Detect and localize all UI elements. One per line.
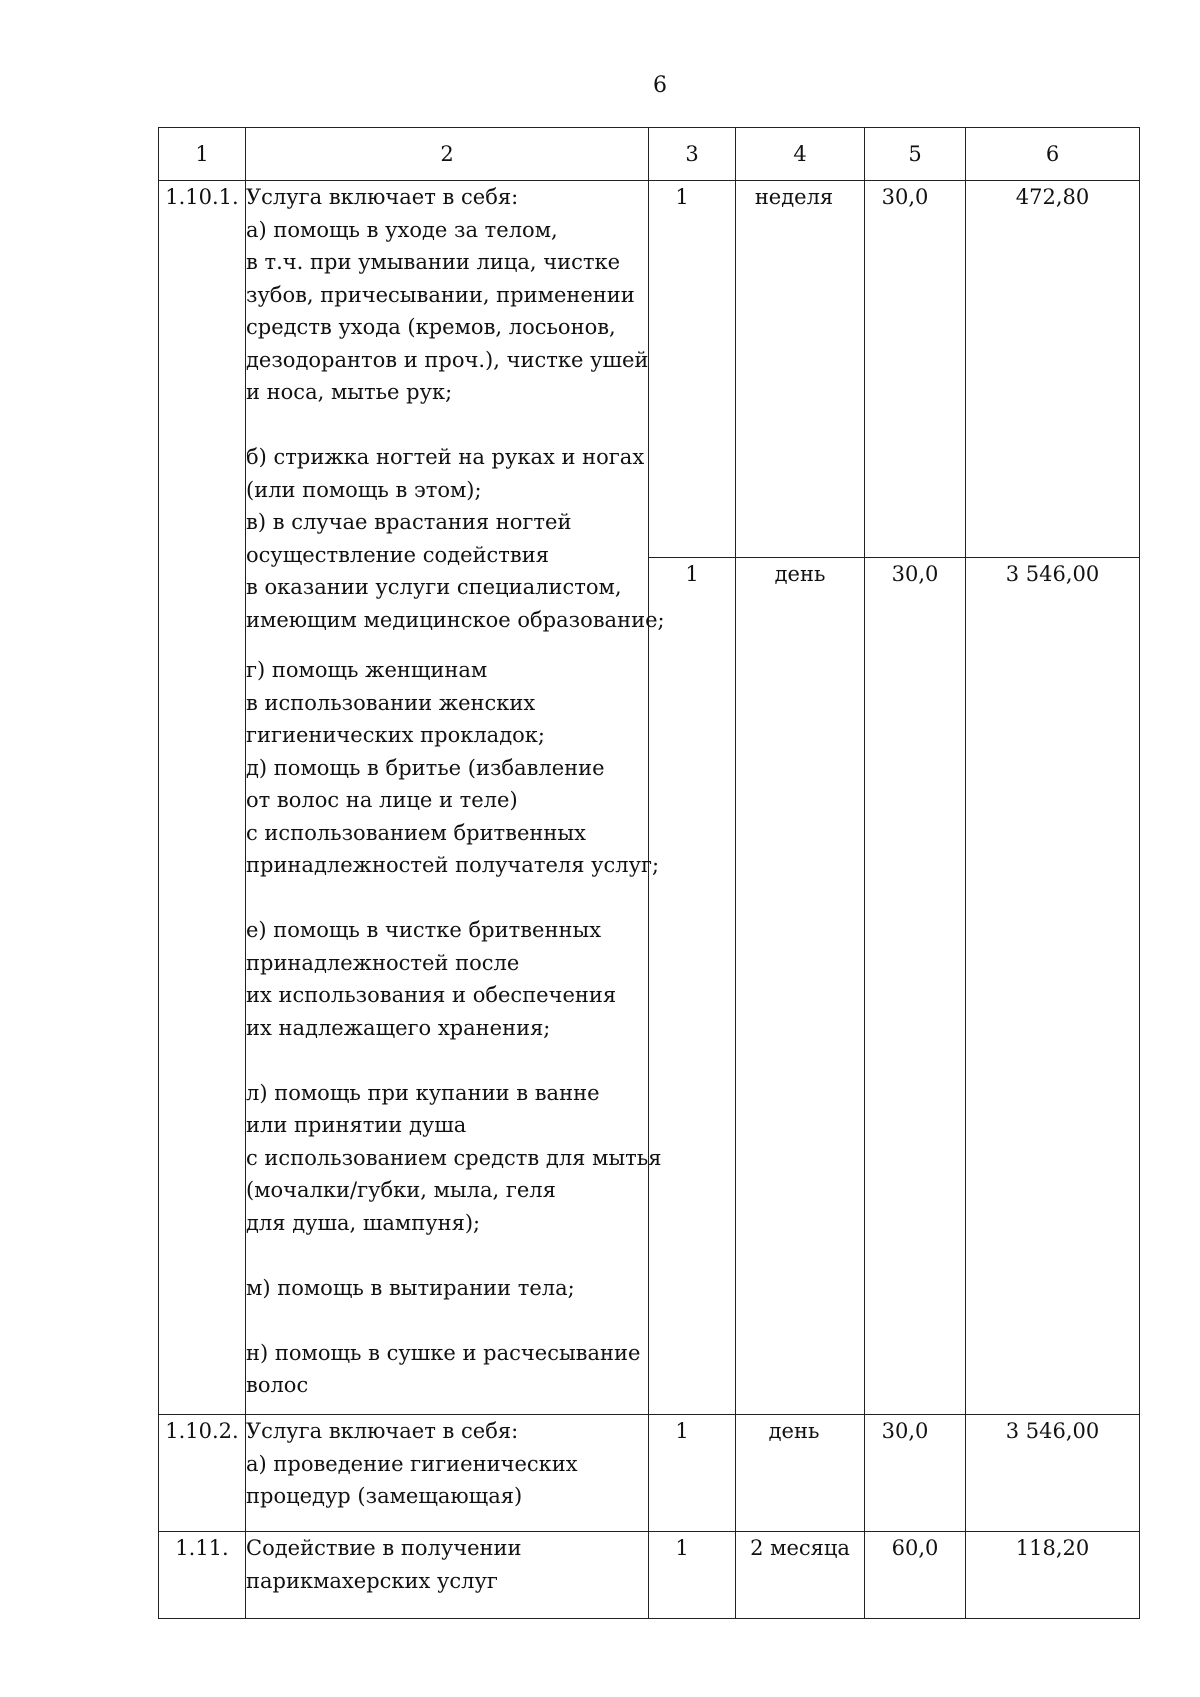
desc-line: принадлежностей после	[246, 950, 520, 975]
desc-line: г) помощь женщинам	[246, 658, 488, 682]
header-col-5: 5	[865, 128, 966, 181]
desc-line: Услуга включает в себя:	[246, 185, 519, 209]
time-value: 30,0	[881, 185, 929, 209]
price-cell	[966, 181, 1140, 558]
desc-line: с использованием средств для мытья	[246, 1145, 662, 1170]
header-row	[159, 128, 1140, 181]
desc-line: волос	[246, 1373, 309, 1397]
header-col-3: 3	[649, 128, 736, 181]
desc-line: процедур (замещающая)	[246, 1484, 523, 1508]
service-description	[246, 1415, 649, 1532]
time-value: 30,0	[891, 562, 939, 586]
desc-line: е) помощь в чистке бритвенных	[246, 918, 602, 942]
time-cell	[865, 558, 966, 1415]
desc-line: л) помощь при купании в ванне	[246, 1080, 600, 1105]
desc-line: м) помощь в вытирании тела;	[246, 1275, 575, 1300]
desc-line: н) помощь в сушке и расчесывание	[246, 1340, 641, 1365]
desc-line: д) помощь в бритье (избавление	[246, 755, 605, 780]
unit-value: день	[768, 1419, 820, 1443]
unit-cell	[736, 181, 865, 558]
tariff-table	[158, 127, 1140, 1619]
desc-line: средств ухода (кремов, лосьонов,	[246, 315, 616, 339]
price-value: 3 546,00	[1005, 1419, 1100, 1443]
desc-line: гигиенических прокладок;	[246, 723, 545, 747]
time-cell	[865, 1415, 966, 1532]
unit-value: неделя	[754, 185, 834, 209]
desc-line: и носа, мытье рук;	[246, 380, 453, 404]
service-description	[246, 181, 665, 1415]
quantity-cell	[649, 181, 736, 558]
unit-value: 2 месяца	[750, 1536, 850, 1560]
desc-line: в использовании женских	[246, 690, 536, 715]
service-description	[246, 1532, 649, 1619]
row-number: 1.10.1.	[159, 181, 246, 1415]
desc-line: или принятии душа	[246, 1113, 467, 1137]
time-value: 30,0	[881, 1419, 929, 1443]
time-cell	[865, 1532, 966, 1619]
header-col-2: 2	[246, 128, 649, 181]
table-row	[159, 1532, 1140, 1619]
table-row	[159, 1415, 1140, 1532]
desc-line: для душа, шампуня);	[246, 1210, 481, 1235]
desc-line: зубов, причесывании, применении	[246, 282, 635, 307]
desc-line: Содействие в получении	[246, 1536, 522, 1560]
quantity-value: 1	[685, 562, 699, 586]
price-value: 472,80	[1015, 185, 1090, 209]
unit-cell	[736, 558, 865, 1415]
table-row	[159, 181, 1140, 558]
desc-line: имеющим медицинское образование;	[246, 607, 665, 632]
desc-line: Услуга включает в себя:	[246, 1419, 519, 1443]
header-col-4: 4	[736, 128, 865, 181]
quantity-cell	[649, 1532, 736, 1619]
row-number: 1.11.	[159, 1532, 246, 1619]
desc-line: с использованием бритвенных	[246, 820, 586, 845]
desc-line: осуществление содействия	[246, 542, 549, 567]
price-cell	[966, 1415, 1140, 1532]
price-value: 118,20	[1015, 1536, 1090, 1560]
desc-line: в оказании услуги специалистом,	[246, 575, 622, 599]
desc-line: а) помощь в уходе за телом,	[246, 217, 558, 242]
price-cell	[966, 558, 1140, 1415]
desc-line: а) проведение гигиенических	[246, 1451, 578, 1476]
header-col-6: 6	[966, 128, 1140, 181]
price-cell	[966, 1532, 1140, 1619]
desc-line: в) в случае врастания ногтей	[246, 510, 572, 534]
desc-line: их надлежащего хранения;	[246, 1015, 551, 1040]
time-value: 60,0	[891, 1536, 939, 1560]
desc-line: (или помощь в этом);	[246, 477, 482, 502]
desc-line: (мочалки/губки, мыла, геля	[246, 1178, 556, 1202]
header-col-1: 1	[159, 128, 246, 181]
row-number: 1.10.2.	[159, 1415, 246, 1532]
quantity-value: 1	[675, 1419, 689, 1443]
unit-value: день	[774, 562, 826, 586]
unit-cell	[736, 1415, 865, 1532]
desc-line: б) стрижка ногтей на руках и ногах	[246, 445, 645, 469]
quantity-cell	[649, 1415, 736, 1532]
desc-line: парикмахерских услуг	[246, 1568, 498, 1593]
unit-cell	[736, 1532, 865, 1619]
desc-line: принадлежностей получателя услуг;	[246, 853, 660, 877]
price-value: 3 546,00	[1005, 562, 1100, 586]
quantity-value: 1	[675, 1536, 689, 1560]
desc-line: в т.ч. при умывании лица, чистке	[246, 250, 621, 274]
desc-line: от волос на лице и теле)	[246, 788, 518, 812]
quantity-value: 1	[675, 185, 689, 209]
time-cell	[865, 181, 966, 558]
page-number: 6	[653, 73, 667, 98]
desc-line: их использования и обеспечения	[246, 983, 617, 1007]
desc-line: дезодорантов и проч.), чистке ушей	[246, 347, 649, 372]
quantity-cell	[649, 558, 736, 1415]
